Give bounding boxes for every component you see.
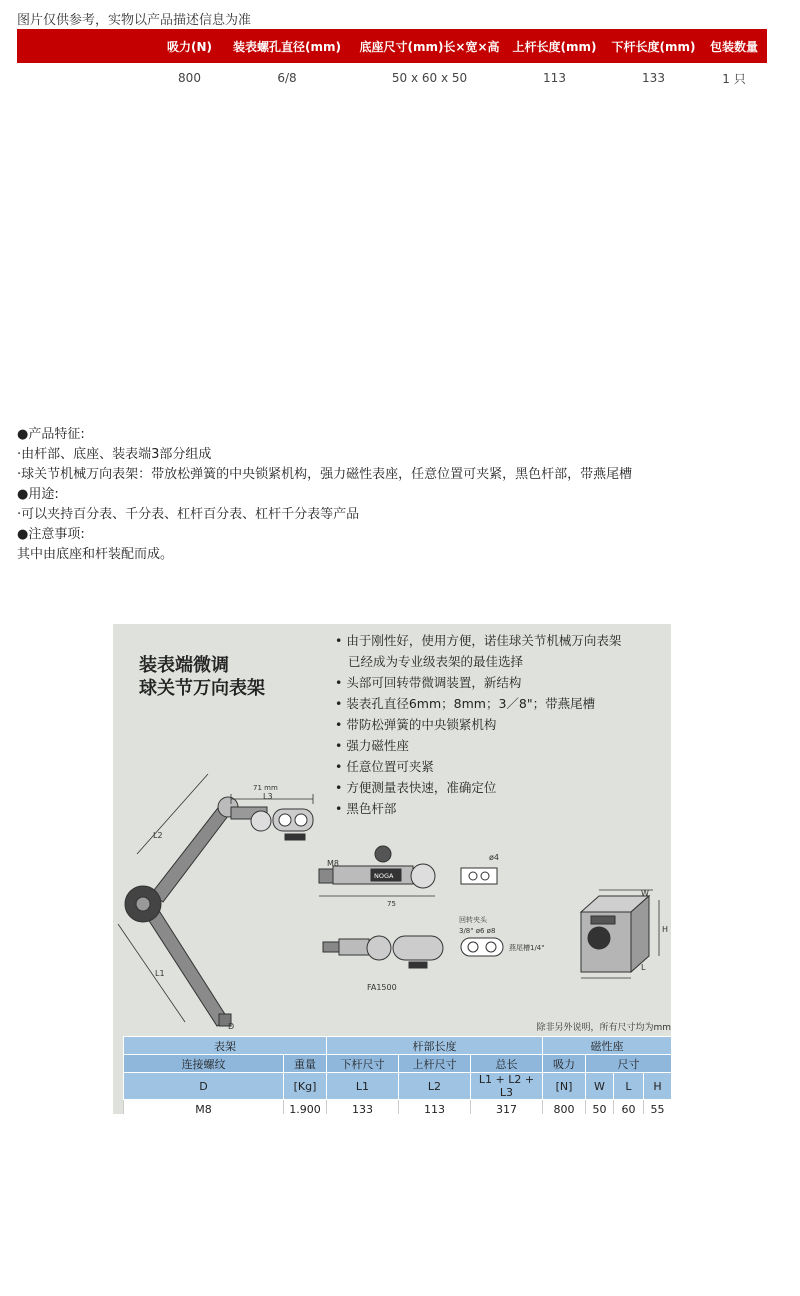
symbol-n: [N]	[543, 1073, 586, 1100]
label-71mm: 71 mm	[253, 784, 278, 792]
symbol-w: W	[586, 1073, 614, 1100]
features-heading: ●产品特征:	[17, 427, 85, 442]
clamp-detail-body	[461, 868, 497, 884]
label-d: D	[228, 1022, 235, 1031]
dim-table-symbol-row	[124, 1073, 672, 1100]
feature-item: ·球关节机械万向表架：带放松弹簧的中央锁紧机构，强力磁性表座，任意位置可夹紧，黑色杆部，带燕尾槽	[17, 467, 633, 482]
header-total-length: 总长	[471, 1055, 543, 1073]
label-w: W	[641, 889, 649, 898]
dim-table-value-row	[124, 1100, 672, 1115]
group-stand: 表架	[124, 1037, 327, 1055]
usage-item: ·可以夹持百分表、千分表、杠杆百分表、杠杆千分表等产品	[17, 507, 360, 522]
label-l1: L1	[155, 969, 165, 978]
head-side-view	[319, 846, 435, 896]
fine-adjust-knob	[285, 834, 305, 840]
rotary-clamp-body	[461, 938, 503, 956]
spec-cell-package-qty: 1 只	[722, 71, 746, 86]
symbol-l: L	[614, 1073, 644, 1100]
m8-thread	[319, 869, 333, 883]
label-dovetail: 燕尾槽1/4"	[509, 944, 545, 952]
symbol-h: H	[644, 1073, 672, 1100]
lock-knob-center	[136, 897, 150, 911]
upper-rod	[151, 804, 231, 902]
lower-rod	[146, 909, 228, 1026]
symbol-total: L1 + L2 + L3	[471, 1073, 543, 1100]
figure-bullet: • 装表孔直径6mm；8mm；3／8"；带燕尾槽	[335, 696, 596, 711]
value-w: 50	[586, 1100, 614, 1115]
dimension-table	[123, 1036, 671, 1114]
figure-bullet: • 由于刚性好，使用方便，诺佳球关节机械万向表架	[335, 633, 622, 648]
value-l2: 113	[399, 1100, 471, 1115]
header-suction: 吸力	[543, 1055, 586, 1073]
spec-cell-lower-rod: 133	[642, 71, 665, 85]
side-ball	[411, 864, 435, 888]
lower-clamp	[393, 936, 443, 960]
lower-body	[339, 939, 369, 955]
feature-item: ·由杆部、底座、装表端3部分组成	[17, 447, 212, 462]
spec-header-suction: 吸力(N)	[161, 29, 218, 63]
spec-header-lower-rod: 下杆长度(mm)	[606, 29, 701, 63]
spec-cell-base-size: 50 x 60 x 50	[391, 71, 468, 85]
value-weight: 1.900	[284, 1100, 327, 1115]
label-75: 75	[387, 900, 396, 908]
product-figure	[113, 624, 671, 1114]
symbol-l1: L1	[327, 1073, 399, 1100]
group-magnetic-base: 磁性座	[543, 1037, 672, 1055]
label-phi4: ø4	[489, 853, 499, 862]
label-l3: L3	[263, 792, 273, 801]
unit-note: 除非另外说明，所有尺寸均为mm	[536, 1023, 671, 1033]
value-total: 317	[471, 1100, 543, 1115]
value-l: 60	[614, 1100, 644, 1115]
rotary-hole	[468, 942, 478, 952]
spec-cell-mount-bore: 6/8	[277, 71, 297, 85]
lower-knob	[409, 962, 427, 968]
base-label-plate	[591, 916, 615, 924]
rotary-clamp-detail	[461, 938, 503, 956]
figure-bullet: • 任意位置可夹紧	[335, 759, 434, 774]
label-model: FA1500	[367, 983, 397, 992]
spec-header-mount-bore: 装表螺孔直径(mm)	[218, 29, 356, 63]
value-thread: M8	[124, 1100, 284, 1115]
spec-table-row	[17, 63, 767, 93]
clamp-hole	[295, 814, 307, 826]
figure-bullet: • 方便测量表快速，准确定位	[335, 780, 497, 795]
value-l1: 133	[327, 1100, 399, 1115]
disclaimer-notice: 图片仅供参考，实物以产品描述信息为准	[17, 13, 252, 28]
value-suction: 800	[543, 1100, 586, 1115]
symbol-l2: L2	[399, 1073, 471, 1100]
label-rotary-clamp: 回转夹头	[459, 916, 487, 924]
spec-cell-blank	[17, 63, 161, 93]
label-m8: M8	[327, 859, 339, 868]
product-description	[17, 425, 777, 565]
label-l: L	[641, 963, 646, 972]
symbol-d: D	[124, 1073, 284, 1100]
figure-bullet: • 强力磁性座	[335, 738, 409, 753]
clamp-detail-hole	[469, 872, 477, 880]
label-brand: NOGA	[374, 872, 394, 880]
technical-drawing	[113, 624, 671, 1034]
figure-bullet: • 黑色杆部	[335, 801, 397, 816]
figure-bullet: • 带防松弹簧的中央锁紧机构	[335, 717, 497, 732]
symbol-kg: [Kg]	[284, 1073, 327, 1100]
spec-header-upper-rod: 上杆长度(mm)	[503, 29, 606, 63]
header-lower-rod: 下杆尺寸	[327, 1055, 399, 1073]
header-weight: 重量	[284, 1055, 327, 1073]
group-rod-length: 杆部长度	[327, 1037, 543, 1055]
header-thread: 连接螺纹	[124, 1055, 284, 1073]
figure-title-line1: 装表端微调	[139, 655, 229, 676]
label-h: H	[662, 925, 669, 934]
notes-item: 其中由底座和杆装配而成。	[17, 547, 174, 562]
spec-cell-suction: 800	[178, 71, 201, 85]
header-upper-rod: 上杆尺寸	[399, 1055, 471, 1073]
clamp-detail-hole	[481, 872, 489, 880]
label-bore-sizes: 3/8" ø6 ø8	[459, 927, 496, 935]
spec-header-blank	[17, 29, 161, 63]
notes-heading: ●注意事项:	[17, 527, 85, 542]
head-lower-view	[323, 936, 443, 968]
spec-header-base-size: 底座尺寸(mm)长×宽×高	[356, 29, 503, 63]
figure-title-line2: 球关节万向表架	[139, 678, 265, 699]
figure-bullet: • 头部可回转带微调装置，新结构	[335, 675, 522, 690]
lower-thread	[323, 942, 339, 952]
clamp-detail	[461, 868, 497, 884]
spec-table-header-row	[17, 29, 767, 63]
spec-table	[17, 29, 767, 93]
magnetic-base-drawing	[581, 890, 659, 978]
dim-table-header-row	[124, 1055, 672, 1073]
dim-table-group-row	[124, 1037, 672, 1055]
lower-ball	[367, 936, 391, 960]
spec-header-package-qty: 包装数量	[701, 29, 767, 63]
top-knob	[375, 846, 391, 862]
figure-bullet: 已经成为专业级表架的最佳选择	[348, 654, 524, 669]
base-switch-knob	[588, 927, 610, 949]
usage-heading: ●用途:	[17, 487, 59, 502]
clamp-hole	[279, 814, 291, 826]
spec-cell-upper-rod: 113	[543, 71, 566, 85]
head-ball	[251, 811, 271, 831]
label-l2: L2	[153, 831, 163, 840]
rotary-hole	[486, 942, 496, 952]
header-size: 尺寸	[586, 1055, 672, 1073]
value-h: 55	[644, 1100, 672, 1115]
